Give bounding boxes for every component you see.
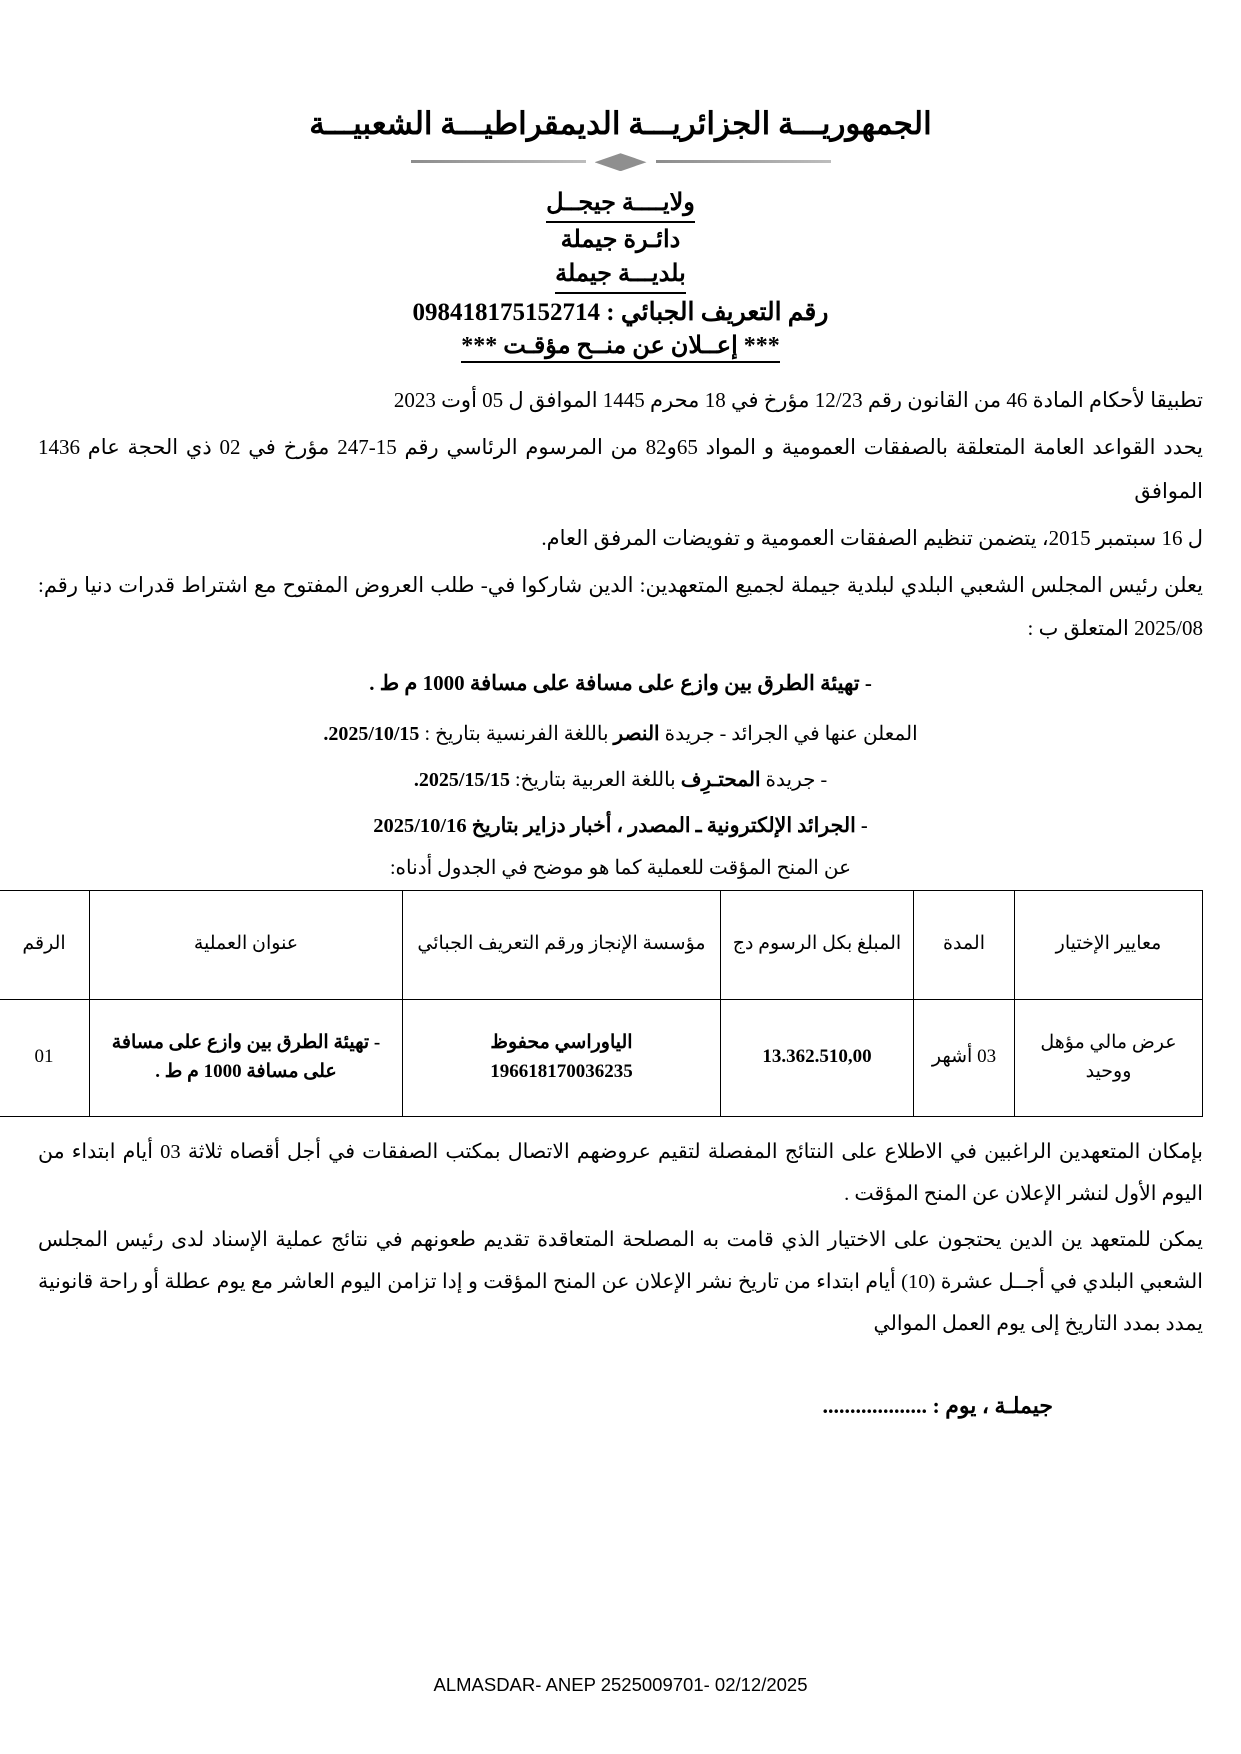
tax-id-line: رقم التعريف الجبائي : 098418175152714 — [412, 299, 829, 327]
daira-label: دائـرة جيملة — [560, 227, 681, 254]
daira-line — [38, 223, 1203, 257]
cell-firm-nif: 196618170036235 — [490, 1060, 633, 1082]
press-line-nasr — [38, 714, 1203, 754]
press-nasr-date: 2025/10/15. — [323, 722, 420, 745]
ornamental-divider — [411, 150, 831, 172]
baladia-label: بلديـــة جيملة — [555, 257, 686, 294]
cell-firm — [403, 999, 721, 1116]
press-line-electronic: - الجرائد الإلكترونية ـ المصدر ، أخبار دزاير بتاريخ 2025/10/16 — [373, 814, 868, 837]
table-row — [0, 999, 1203, 1116]
press-mohtarif-date: 2025/15/15. — [413, 768, 510, 791]
signature-line: جيملـة ، يوم : ................... — [822, 1392, 1053, 1418]
baladia-line — [38, 257, 1203, 294]
press-mohtarif-rest: باللغة العربية بتاريخ: — [509, 768, 681, 791]
legal-paragraph-3: ل 16 سبتمبر 2015، يتضمن تنظيم الصفقات العمومية و تفويضات المرفق العام. — [541, 525, 1203, 550]
cell-duration: 03 أشهر — [914, 999, 1015, 1116]
header-number: الرقم — [0, 890, 90, 999]
announcement-title — [38, 331, 1203, 363]
header-criteria: معايير الإختيار — [1015, 890, 1203, 999]
divider-diamond-icon — [595, 153, 647, 171]
header-firm: مؤسسة الإنجاز ورقم التعريف الجبائي — [403, 890, 721, 999]
divider-bar-left — [411, 160, 586, 163]
cell-firm-name: الياوراسي محفوظ — [490, 1032, 633, 1054]
project-description-line: - تهيئة الطرق بين وازع على مسافة على مسافة 1000 م ط . — [369, 670, 872, 695]
press-mohtarif-name: المحتـرِف — [680, 768, 761, 791]
press-intro-text: المعلن عنها في الجرائد - جريدة — [659, 722, 918, 745]
divider-bar-right — [656, 160, 831, 163]
document-content — [22, 105, 1204, 1419]
header-amount: المبلغ بكل الرسوم دج — [721, 890, 914, 999]
press-nasr-rest: باللغة الفرنسية بتاريخ : — [419, 722, 614, 745]
closing-paragraph-2: يمكن للمتعهد ين الدين يحتجون على الاختيار الذي قامت به المصلحة المتعاقدة تقديم طعونهم في نتائج عملية الإسناد لدى رئيس المجلس الشعبي البلدي في أجــل عشرة (10) أيام ابتداء من تاريخ نشر الإعلان عن المنح المؤقت و إدا تزامن اليوم العاشر مع يوم عطلة أو راحة قانونية يمدد بمدد التاريخ إلى يوم العمل الموالي — [38, 1228, 1203, 1335]
cell-number: 01 — [0, 999, 90, 1116]
table-intro-text: عن المنح المؤقت للعملية كما هو موضح في الجدول أدناه: — [390, 856, 851, 879]
press-mohtarif-prefix: - جريدة — [760, 768, 828, 791]
closing-block — [38, 1131, 1203, 1345]
announcement-paragraph: يعلن رئيس المجلس الشعبي البلدي لبلدية جيملة لجميع المتعهدين: الدين شاركوا في- طلب العروض المفتوح مع اشتراط قدرات دنيا رقم: 2025/08 المتعلق ب : — [38, 572, 1203, 640]
cell-criteria: عرض مالي مؤهل ووحيد — [1015, 999, 1203, 1116]
header-operation: عنوان العملية — [90, 890, 403, 999]
wilaya-label: ولايــــة جيجــل — [546, 186, 695, 223]
announcement-title-text: *** إعــلان عن منــح مؤقـت *** — [461, 331, 780, 363]
republic-heading: الجمهوريـــة الجزائريـــة الديمقراطيـــة الشعبيـــة — [309, 106, 932, 141]
body-block — [38, 379, 1203, 879]
administrative-block — [38, 186, 1203, 294]
press-nasr-name: النصر — [613, 722, 660, 745]
header-duration: المدة — [914, 890, 1015, 999]
legal-paragraph-2: يحدد القواعد العامة المتعلقة بالصفقات العمومية و المواد 65و82 من المرسوم الرئاسي رقم 15-247 مؤرخ في 02 ذي الحجة عام 1436 الموافق — [38, 435, 1203, 503]
table-header-row — [0, 890, 1203, 999]
award-table — [0, 890, 1203, 1117]
legal-paragraph-1: تطبيقا لأحكام المادة 46 من القانون رقم 12/23 مؤرخ في 18 محرم 1445 الموافق ل 05 أوت 2023 — [393, 388, 1203, 413]
award-table-body — [0, 999, 1203, 1116]
cell-amount: 13.362.510,00 — [721, 999, 914, 1116]
award-table-head — [0, 890, 1203, 999]
footer-reference: ALMASDAR- ANEP 2525009701- 02/12/2025 — [433, 1674, 808, 1695]
wilaya-line — [38, 186, 1203, 223]
cell-operation: - تهيئة الطرق بين وازع على مسافة على مسافة 1000 م ط . — [90, 999, 403, 1116]
closing-paragraph-1: بإمكان المتعهدين الراغبين في الاطلاع على النتائج المفصلة لتقيم عروضهم الاتصال بمكتب الصفقات في أجل أقصاه ثلاثة 03 أيام ابتداء من اليوم الأول لنشر الإعلان عن المنح المؤقت . — [38, 1140, 1204, 1205]
press-line-mohtarif — [38, 760, 1203, 800]
